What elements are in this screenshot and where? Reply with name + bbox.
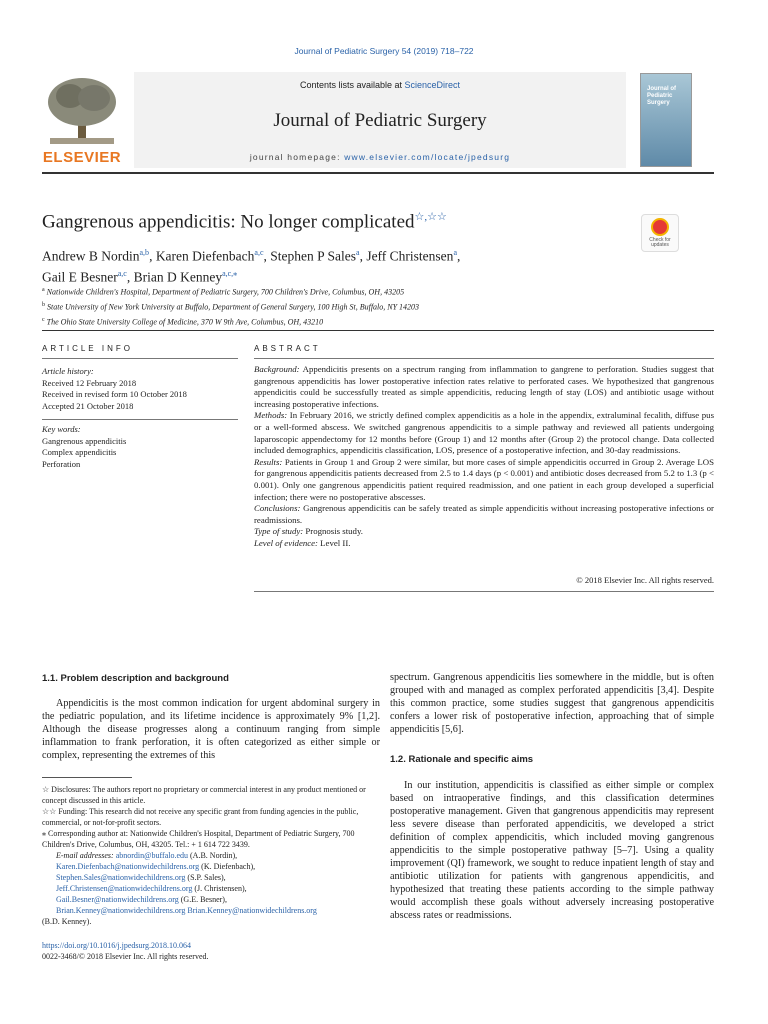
abstract-type-label: Type of study:	[254, 526, 304, 537]
elsevier-wordmark: ELSEVIER	[42, 149, 122, 166]
paper-title	[42, 210, 447, 233]
author-affiliation-marks[interactable]: a,b	[139, 248, 150, 257]
author-name[interactable]: Karen Diefenbach	[155, 248, 255, 264]
homepage-link[interactable]: www.elsevier.com/locate/jpedsurg	[344, 152, 511, 162]
footnote-divider	[42, 777, 132, 778]
email-owner: (G.E. Besner),	[178, 895, 227, 904]
keywords-divider	[42, 419, 238, 420]
paragraph: Appendicitis is the most common indication for urgent abdominal surgery in the pediatric population, and its lifetime incidence is approximately 9% [1,2]. Although the disease progresses along a continuum ranging from simple inflammation to frank perforation, it is often categorized as either simple or complex, representing the extremes of this	[42, 698, 380, 761]
abstract-background-label: Background:	[254, 364, 300, 374]
abstract-methods-label: Methods:	[254, 410, 288, 421]
abstract-body	[254, 364, 714, 550]
author-name[interactable]: Brian D Kenney	[133, 269, 223, 284]
body-right-column	[390, 779, 714, 922]
paragraph: spectrum. Gangrenous appendicitis lies somewhere in the middle, but is often grouped with and managed as complex perforated appendicitis [3,4]. Despite this common practice, some studies suggest that gangrenous appendicitis confers a lower risk of postoperative infection, approaching that of simple appendicitis [5,6].	[390, 672, 714, 735]
email-owner: (A.B. Nordin),	[188, 851, 238, 860]
author-list	[42, 244, 602, 285]
history-label: Article history:	[42, 366, 94, 376]
email-owner: (J. Christensen),	[192, 884, 247, 893]
abstract-results-label: Results:	[254, 456, 283, 467]
affiliation-item	[42, 299, 642, 314]
affiliation-text: Nationwide Children's Hospital, Department of Pediatric Surgery, 700 Children's Drive, Columbus, OH, 43205	[46, 287, 405, 297]
affiliation-item	[42, 314, 642, 329]
title-footnote-marks[interactable]: ☆,☆☆	[414, 211, 447, 223]
issn-copyright: 0022-3468/© 2018 Elsevier Inc. All rights reserved.	[42, 952, 209, 961]
author-affiliation-marks[interactable]: a,c,⁎	[222, 268, 238, 278]
affiliation-item	[42, 284, 642, 299]
keywords-label: Key words:	[42, 424, 81, 434]
email-link[interactable]: Gail.Besner@nationwidechildrens.org	[56, 895, 179, 904]
email-link[interactable]: Brian.Kenney@nationwidechildrens.org Brian.Kenney@nationwidechildrens.org	[56, 906, 317, 915]
title-divider	[42, 330, 714, 331]
abstract-methods	[254, 410, 714, 456]
author-affiliation-marks[interactable]: a	[453, 248, 457, 257]
journal-cover-image	[640, 73, 692, 167]
abstract-results	[254, 457, 714, 503]
check-updates-label: Check for updates	[649, 237, 671, 248]
keyword-item: Complex appendicitis	[42, 447, 117, 457]
email-owner: (K. Diefenbach),	[199, 862, 256, 871]
affiliation-text: The Ohio State University College of Medicine, 370 W 9th Ave, Columbus, OH, 43210	[46, 317, 324, 327]
author-name[interactable]: Jeff Christensen	[366, 248, 454, 264]
history-revised: Received in revised form 10 October 2018	[42, 389, 187, 399]
email-owner: (S.P. Sales),	[185, 873, 226, 882]
author-affiliation-marks[interactable]: a	[356, 248, 360, 257]
author-separator: ,	[359, 248, 367, 264]
abstract-study-type	[254, 526, 714, 538]
email-label: E-mail addresses:	[56, 851, 116, 860]
section-heading-1-1: 1.1. Problem description and background	[42, 673, 229, 684]
abstract-evidence-level	[254, 538, 714, 550]
affiliation-key: a	[42, 287, 45, 293]
author-affiliation-marks[interactable]: a,c	[254, 248, 264, 257]
check-updates-icon	[651, 218, 669, 236]
sciencedirect-link[interactable]: ScienceDirect	[404, 80, 461, 90]
section-heading-1-2: 1.2. Rationale and specific aims	[390, 754, 534, 765]
abstract-background-text: Appendicitis presents on a spectrum ranging from inflammation to gangrene to perforation. Studies suggest that gangrenous appendicitis has lower postoperative infection rates relative to perforated cases. We hypothesized that gangrenous appendicitis could be successfully treated as simple appendicitis, reducing length of stay (LOS) and antibiotic usage without increasing postoperative infections.	[254, 364, 714, 409]
keyword-item: Perforation	[42, 458, 81, 469]
keywords	[42, 424, 238, 470]
email-link[interactable]: Jeff.Christensen@nationwidechildrens.org	[56, 884, 193, 893]
abstract-conclusions-text: Gangrenous appendicitis can be safely treated as simple appendicitis without increasing postoperative infections or readmissions.	[254, 503, 714, 525]
paragraph: In our institution, appendicitis is classified as either simple or complex based on intraoperative findings, and this classification determines postoperative management. Given that gangrenous appendicitis may represent less severe disease than perforated appendicitis, we developed a strict definition of complex appendicitis, which included moving gangrenous appendicitis to the simple postoperative pathway [5–7]. Using a quality improvement (QI) framework, we sought to reduce inpatient length of stay and antibiotic utilization for patients with gangrenous appendicitis, and hypothesized that treating these patients according to the simple pathway would accomplish these goals without adversely increasing postoperative abscess rates or readmissions.	[390, 780, 714, 921]
abstract-bottom-divider	[254, 591, 714, 592]
footnote-last-author: (B.D. Kenney).	[42, 917, 92, 926]
author-separator: ,	[457, 248, 461, 264]
email-link[interactable]: Stephen.Sales@nationwidechildrens.org	[56, 873, 186, 882]
elsevier-logo	[42, 76, 122, 166]
homepage-prefix: journal homepage:	[249, 152, 345, 162]
author-name[interactable]: Gail E Besner	[42, 269, 118, 284]
abstract-type-text: Prognosis study.	[303, 526, 363, 537]
author-separator: ,	[263, 248, 271, 264]
doi-link[interactable]: https://doi.org/10.1016/j.jpedsurg.2018.10.064	[42, 941, 192, 950]
header-divider	[42, 172, 714, 174]
author-separator: ,	[149, 248, 156, 264]
article-info-divider	[42, 358, 238, 359]
body-left-column	[42, 697, 380, 762]
footnote-funding: ☆☆ Funding: This research did not receive any specific grant from funding agencies in the public, commercial, or not-for-profit sectors.	[42, 807, 359, 827]
abstract-results-text: Patients in Group 1 and Group 2 were similar, but more cases of simple appendicitis occurred in Group 2. Average LOS for gangrenous appendicitis patients decreased from 2.5 to 1.4 days (p < 0.001) and antibiotic doses decreased from 5.2 to 1.3 (p < 0.001). Only one gangrenous appendicitis patient required readmission, and one patient in each group developed a superficial infection; there were no postoperative abscesses.	[254, 456, 714, 502]
affiliation-text: State University of New York University at Buffalo, Department of General Surgery, 100 High St, Buffalo, NY 14203	[47, 302, 420, 312]
article-history	[42, 366, 238, 412]
doi-block	[42, 940, 209, 962]
abstract-methods-text: In February 2016, we strictly defined complex appendicitis as a hole in the appendix, extraluminal fecalith, diffuse pus or a well-formed abscess. We switched gangrenous appendicitis to a simple pathway and reviewed all patients undergoing laparoscopic appendectomy for 12 months before (Group 1) and 12 months after (Group 2) the protocol change. Data collected included demographics, appendicitis classification, LOS, presence of a postoperative infection, and 30-day readmissions.	[254, 410, 714, 456]
abstract-conclusions-label: Conclusions:	[254, 503, 301, 514]
check-for-updates-button[interactable]	[641, 214, 679, 252]
abstract-heading: ABSTRACT	[254, 344, 321, 353]
abstract-divider	[254, 358, 714, 359]
journal-masthead	[134, 72, 626, 168]
history-accepted: Accepted 21 October 2018	[42, 400, 134, 411]
author-separator: ,	[126, 269, 134, 284]
body-right-column-top	[390, 671, 714, 736]
footnote-disclosures: ☆ Disclosures: The authors report no proprietary or commercial interest in any product mentioned or concept discussed in this article.	[42, 785, 366, 805]
abstract-level-label: Level of evidence:	[254, 537, 318, 548]
journal-citation[interactable]: Journal of Pediatric Surgery 54 (2019) 718–722	[294, 46, 474, 56]
abstract-conclusions	[254, 503, 714, 526]
contents-line	[134, 80, 626, 90]
paper-title-text: Gangrenous appendicitis: No longer complicated	[42, 211, 415, 233]
article-info-heading: ARTICLE INFO	[42, 344, 133, 353]
footnote-corresponding: ⁎ Corresponding author at: Nationwide Children's Hospital, Department of Pediatric Surgery, 700 Children's Drive, Columbus, OH, 43205. Tel.: + 1 614 722 3439.	[42, 829, 355, 849]
journal-name: Journal of Pediatric Surgery	[273, 110, 487, 131]
abstract-background	[254, 364, 714, 410]
email-link[interactable]: abnordin@buffalo.edu	[115, 851, 189, 860]
affiliation-key: c	[42, 317, 45, 324]
email-link[interactable]: Karen.Diefenbach@nationwidechildrens.org	[56, 862, 200, 871]
author-name[interactable]: Stephen P Sales	[270, 248, 356, 264]
contents-prefix: Contents lists available at	[299, 80, 405, 90]
author-affiliation-marks[interactable]: a,c	[117, 268, 127, 278]
affiliation-key: b	[42, 302, 45, 309]
history-received: Received 12 February 2018	[42, 377, 137, 388]
affiliation-list	[42, 284, 642, 329]
keyword-item: Gangrenous appendicitis	[42, 435, 127, 446]
abstract-level-text: Level II.	[317, 537, 351, 548]
elsevier-tree-icon	[42, 76, 122, 146]
email-addresses	[42, 850, 380, 916]
cover-title: Journal of Pediatric Surgery	[647, 86, 677, 106]
journal-header	[42, 72, 677, 168]
abstract-copyright: © 2018 Elsevier Inc. All rights reserved.	[576, 575, 714, 585]
footnotes	[42, 784, 380, 927]
author-name[interactable]: Andrew B Nordin	[42, 248, 140, 264]
homepage-line	[134, 152, 626, 162]
